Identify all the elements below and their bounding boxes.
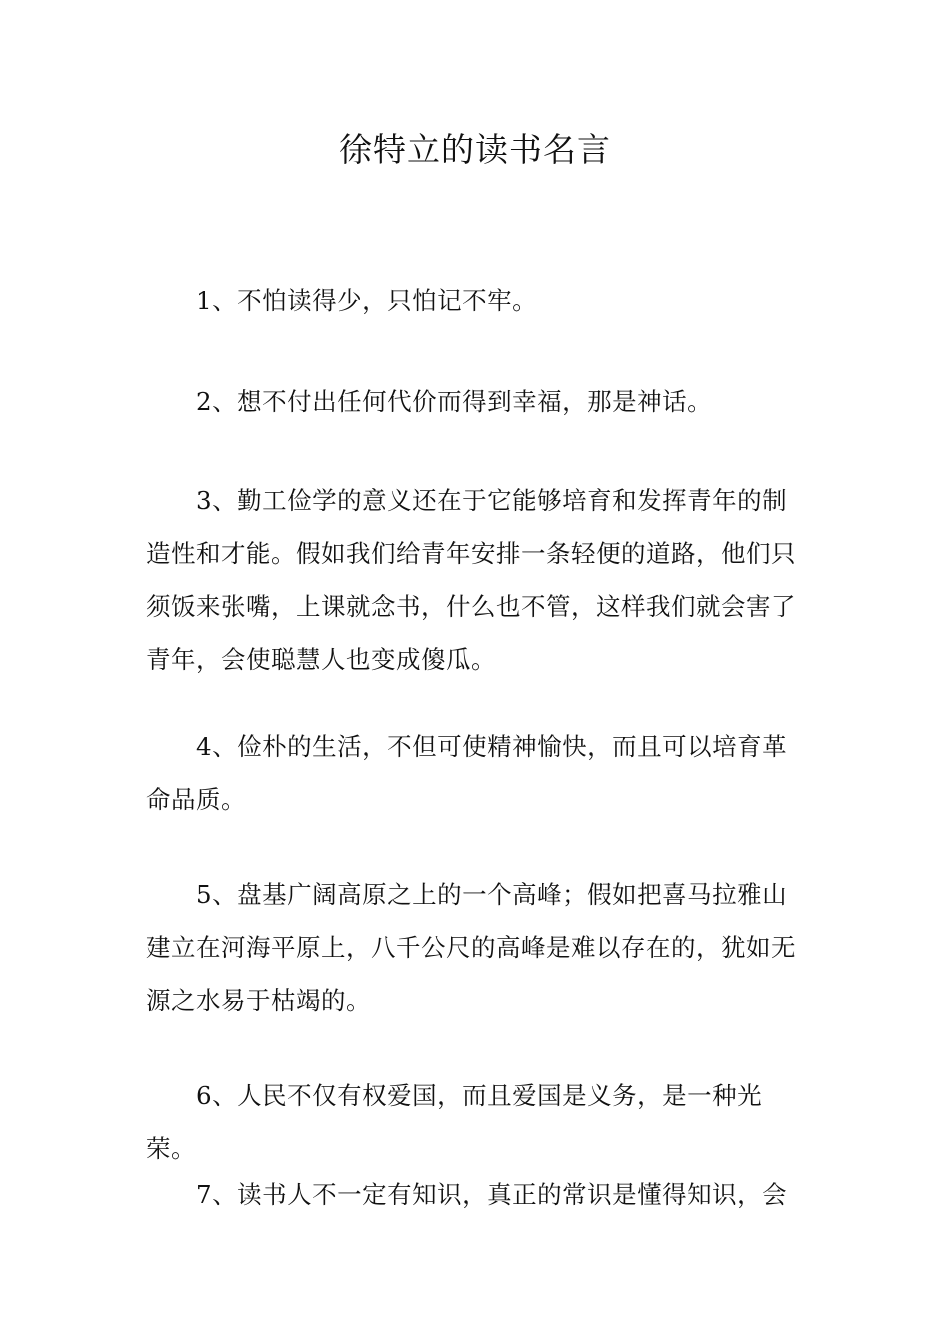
quote-paragraph-2: 2、想不付出任何代价而得到幸福，那是神话。 — [196, 387, 713, 416]
quote-paragraph-6: 6、人民不仅有权爱国，而且爱国是义务，是一种光荣。 — [146, 1081, 763, 1163]
quote-paragraph-1: 1、不怕读得少，只怕记不牢。 — [196, 286, 538, 315]
quote-paragraph-3: 3、勤工俭学的意义还在于它能够培育和发挥青年的制造性和才能。假如我们给青年安排一条轻便的道路，他们只须饭来张嘴，上课就念书，什么也不管，这样我们就会害了青年，会使聪慧人也变成傻瓜。 — [146, 486, 796, 674]
document-title: 徐特立的读书名言 — [339, 130, 611, 169]
quote-paragraph-7: 7、读书人不一定有知识，真正的常识是懂得知识，会 — [196, 1180, 788, 1209]
quote-paragraph-4: 4、俭朴的生活，不但可使精神愉快，而且可以培育革命品质。 — [146, 732, 788, 814]
quote-paragraph-5: 5、盘基广阔高原之上的一个高峰；假如把喜马拉雅山建立在河海平原上，八千公尺的高峰是难以存在的，犹如无源之水易于枯竭的。 — [146, 880, 796, 1015]
